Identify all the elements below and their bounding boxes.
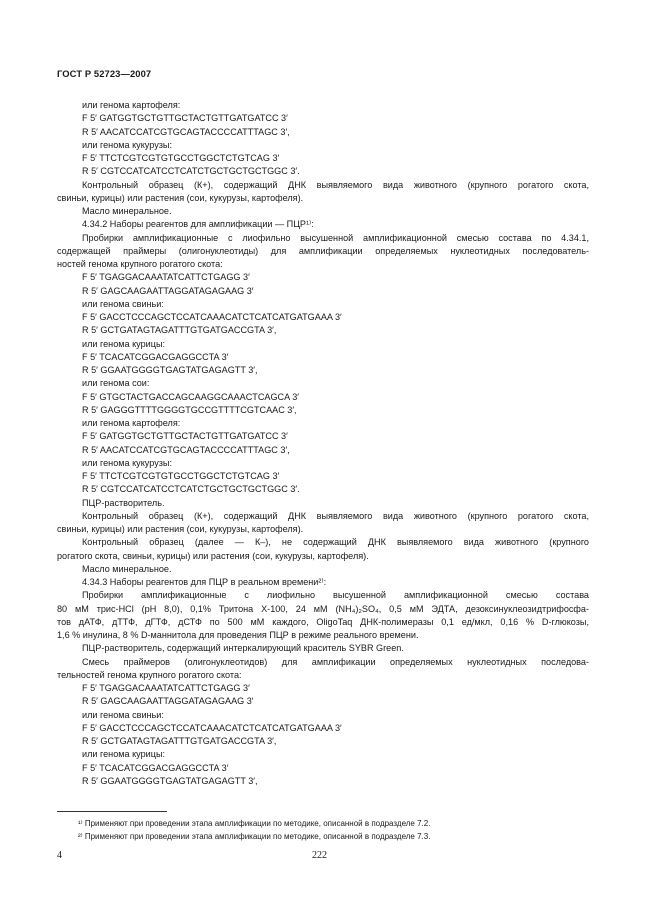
text-line: F 5′ GACCTCCCAGCTCCATCAAACATCTCATCATGATGAAA 3′ (82, 312, 342, 322)
text-line: R 5′ CGTCCATCATCCTCATCTGCTGCTGCTGGC 3′. (82, 166, 300, 177)
text-line: ПЦР-растворитель, содержащий интеркалирующий краситель SYBR Green. (82, 643, 404, 654)
text-line: содержащей праймеры (олигонуклеотиды) для амплификации определяемых нуклеотидных последователь- (57, 245, 589, 256)
footnote-separator (57, 811, 167, 812)
text-line: F 5′ TTCTCGTCGTGTGCCTGGCTCTGTCAG 3′ (82, 471, 280, 481)
text-line: или генома сои: (82, 378, 150, 389)
text-line: R 5′ AACATCCATCGTGCAGTACCCCATTTAGC 3′, (82, 126, 290, 137)
text-line: тов дАТФ, дТТФ, дГТФ, дСТФ по 500 мМ каждого, OligoTaq ДНК-полимеразы 0,1 ед/мкл, 0,16 % D-глюкозы, (57, 616, 589, 627)
footnotes (78, 818, 430, 843)
text-line: 1,6 % инулина, 8 % D-маннитола для проведения ПЦР в режиме реального времени. (57, 630, 419, 640)
page-number-left: 4 (57, 850, 62, 861)
page-number-center: 222 (312, 850, 327, 861)
text-line: Масло минеральное. (82, 206, 172, 216)
text-line: R 5′ GAGCAAGAATTAGGATAGAGAAG 3′ (82, 285, 254, 296)
footnote-2: ²⁾ Применяют при проведении этапа амплификации по методике, описанной в подразделе 7.3. (78, 831, 431, 841)
text-line: Контрольный образец (далее — К–), не содержащий ДНК выявляемого вида животного (крупного (82, 537, 589, 548)
text-line: или генома картофеля: (82, 100, 181, 110)
text-line: Пробирки амплификационные с лиофильно высушенной амплификационной смесью состава по 4.34.1, (82, 232, 589, 243)
text-line: ностей генома крупного рогатого скота: (57, 259, 223, 269)
text-line: рогатого скота, свиньи, курицы) или растения (сои, кукурузы, картофеля). (57, 550, 369, 561)
text-line: R 5′ GCTGATAGTAGATTTGTGATGACCGTA 3′, (82, 736, 277, 746)
text-line: 4.34.3 Наборы реагентов для ПЦР в реальном времени²⁾: (82, 577, 327, 587)
text-line: R 5′ GGAATGGGGTGAGTATGAGAGTT 3′, (82, 775, 258, 786)
text-line: R 5′ GAGCAAGAATTAGGATAGAGAAG 3′ (82, 696, 254, 707)
text-line: R 5′ GCTGATAGTAGATTTGTGATGACCGTA 3′, (82, 325, 277, 336)
text-line: 4.34.2 Наборы реагентов для амплификации — ПЦР¹⁾: (82, 219, 314, 230)
text-line: Масло минеральное. (82, 563, 172, 574)
text-line: F 5′ GACCTCCCAGCTCCATCAAACATCTCATCATGATGAAA 3′ (82, 722, 342, 733)
text-line: F 5′ TCACATCGGACGAGGCCTA 3′ (82, 762, 229, 773)
text-line: F 5′ GATGGTGCTGTTGCTACTGTTGATGATCC 3′ (82, 431, 288, 442)
text-line: F 5′ GATGGTGCTGTTGCTACTGTTGATGATCC 3′ (82, 113, 288, 124)
text-line: или генома картофеля: (82, 418, 181, 428)
document-header: ГОСТ Р 52723—2007 (57, 68, 152, 79)
text-line: или генома курицы: (82, 338, 166, 349)
text-line: или генома курицы: (82, 749, 166, 760)
text-line: R 5′ AACATCCATCGTGCAGTACCCCATTTAGC 3′, (82, 444, 290, 455)
text-line: или генома кукурузы: (82, 457, 172, 468)
text-line: или генома кукурузы: (82, 139, 172, 150)
body-text (57, 99, 589, 788)
text-line: 80 мМ трис-HCl (pH 8,0), 0,1% Тритона Х-100, 24 мМ (NH₄)₂SO₄, 0,5 мМ ЭДТА, дезоксинуклеозидтрифосфа- (57, 603, 589, 614)
text-line: свиньи, курицы) или растения (сои, кукурузы, картофеля). (57, 192, 304, 203)
text-line: или генома свиньи: (82, 298, 164, 309)
text-line: F 5′ TTCTCGTCGTGTGCCTGGCTCTGTCAG 3′ (82, 153, 280, 163)
text-line: ПЦР-растворитель. (82, 497, 165, 508)
text-line: F 5′ GTGCTACTGACCAGCAAGGCAAACTCAGCA 3′ (82, 391, 299, 402)
text-line: тельностей генома крупного рогатого скота: (57, 669, 242, 680)
text-line: F 5′ TCACATCGGACGAGGCCTA 3′ (82, 351, 229, 362)
text-line: F 5′ TGAGGACAAATATCATTCTGAGG 3′ (82, 683, 250, 693)
text-line: Контрольный образец (К+), содержащий ДНК выявляемого вида животного (крупного рогатого скота, (82, 179, 589, 190)
text-line: свиньи, курицы) или растения (сои, кукурузы, картофеля). (57, 524, 304, 534)
text-line: R 5′ GAGGGTTTTGGGGTGCCGTTTTCGTCAAC 3′, (82, 404, 297, 415)
text-line: R 5′ GGAATGGGGTGAGTATGAGAGTT 3′, (82, 365, 258, 375)
text-line: R 5′ CGTCCATCATCCTCATCTGCTGCTGCTGGC 3′. (82, 484, 300, 495)
text-line: или генома свиньи: (82, 709, 164, 720)
text-line: Контрольный образец (К+), содержащий ДНК выявляемого вида животного (крупного рогатого скота, (82, 510, 589, 521)
footnote-1: ¹⁾ Применяют при проведении этапа амплификации по методике, описанной в подразделе 7.2. (78, 819, 431, 828)
text-line: F 5′ TGAGGACAAATATCATTCTGAGG 3′ (82, 272, 250, 283)
text-line: Пробирки амплификационные с лиофильно высушенной амплификационной смесью состава (82, 590, 589, 601)
text-line: Смесь праймеров (олигонуклеотидов) для амплификации определяемых нуклеотидных последова- (82, 656, 589, 667)
